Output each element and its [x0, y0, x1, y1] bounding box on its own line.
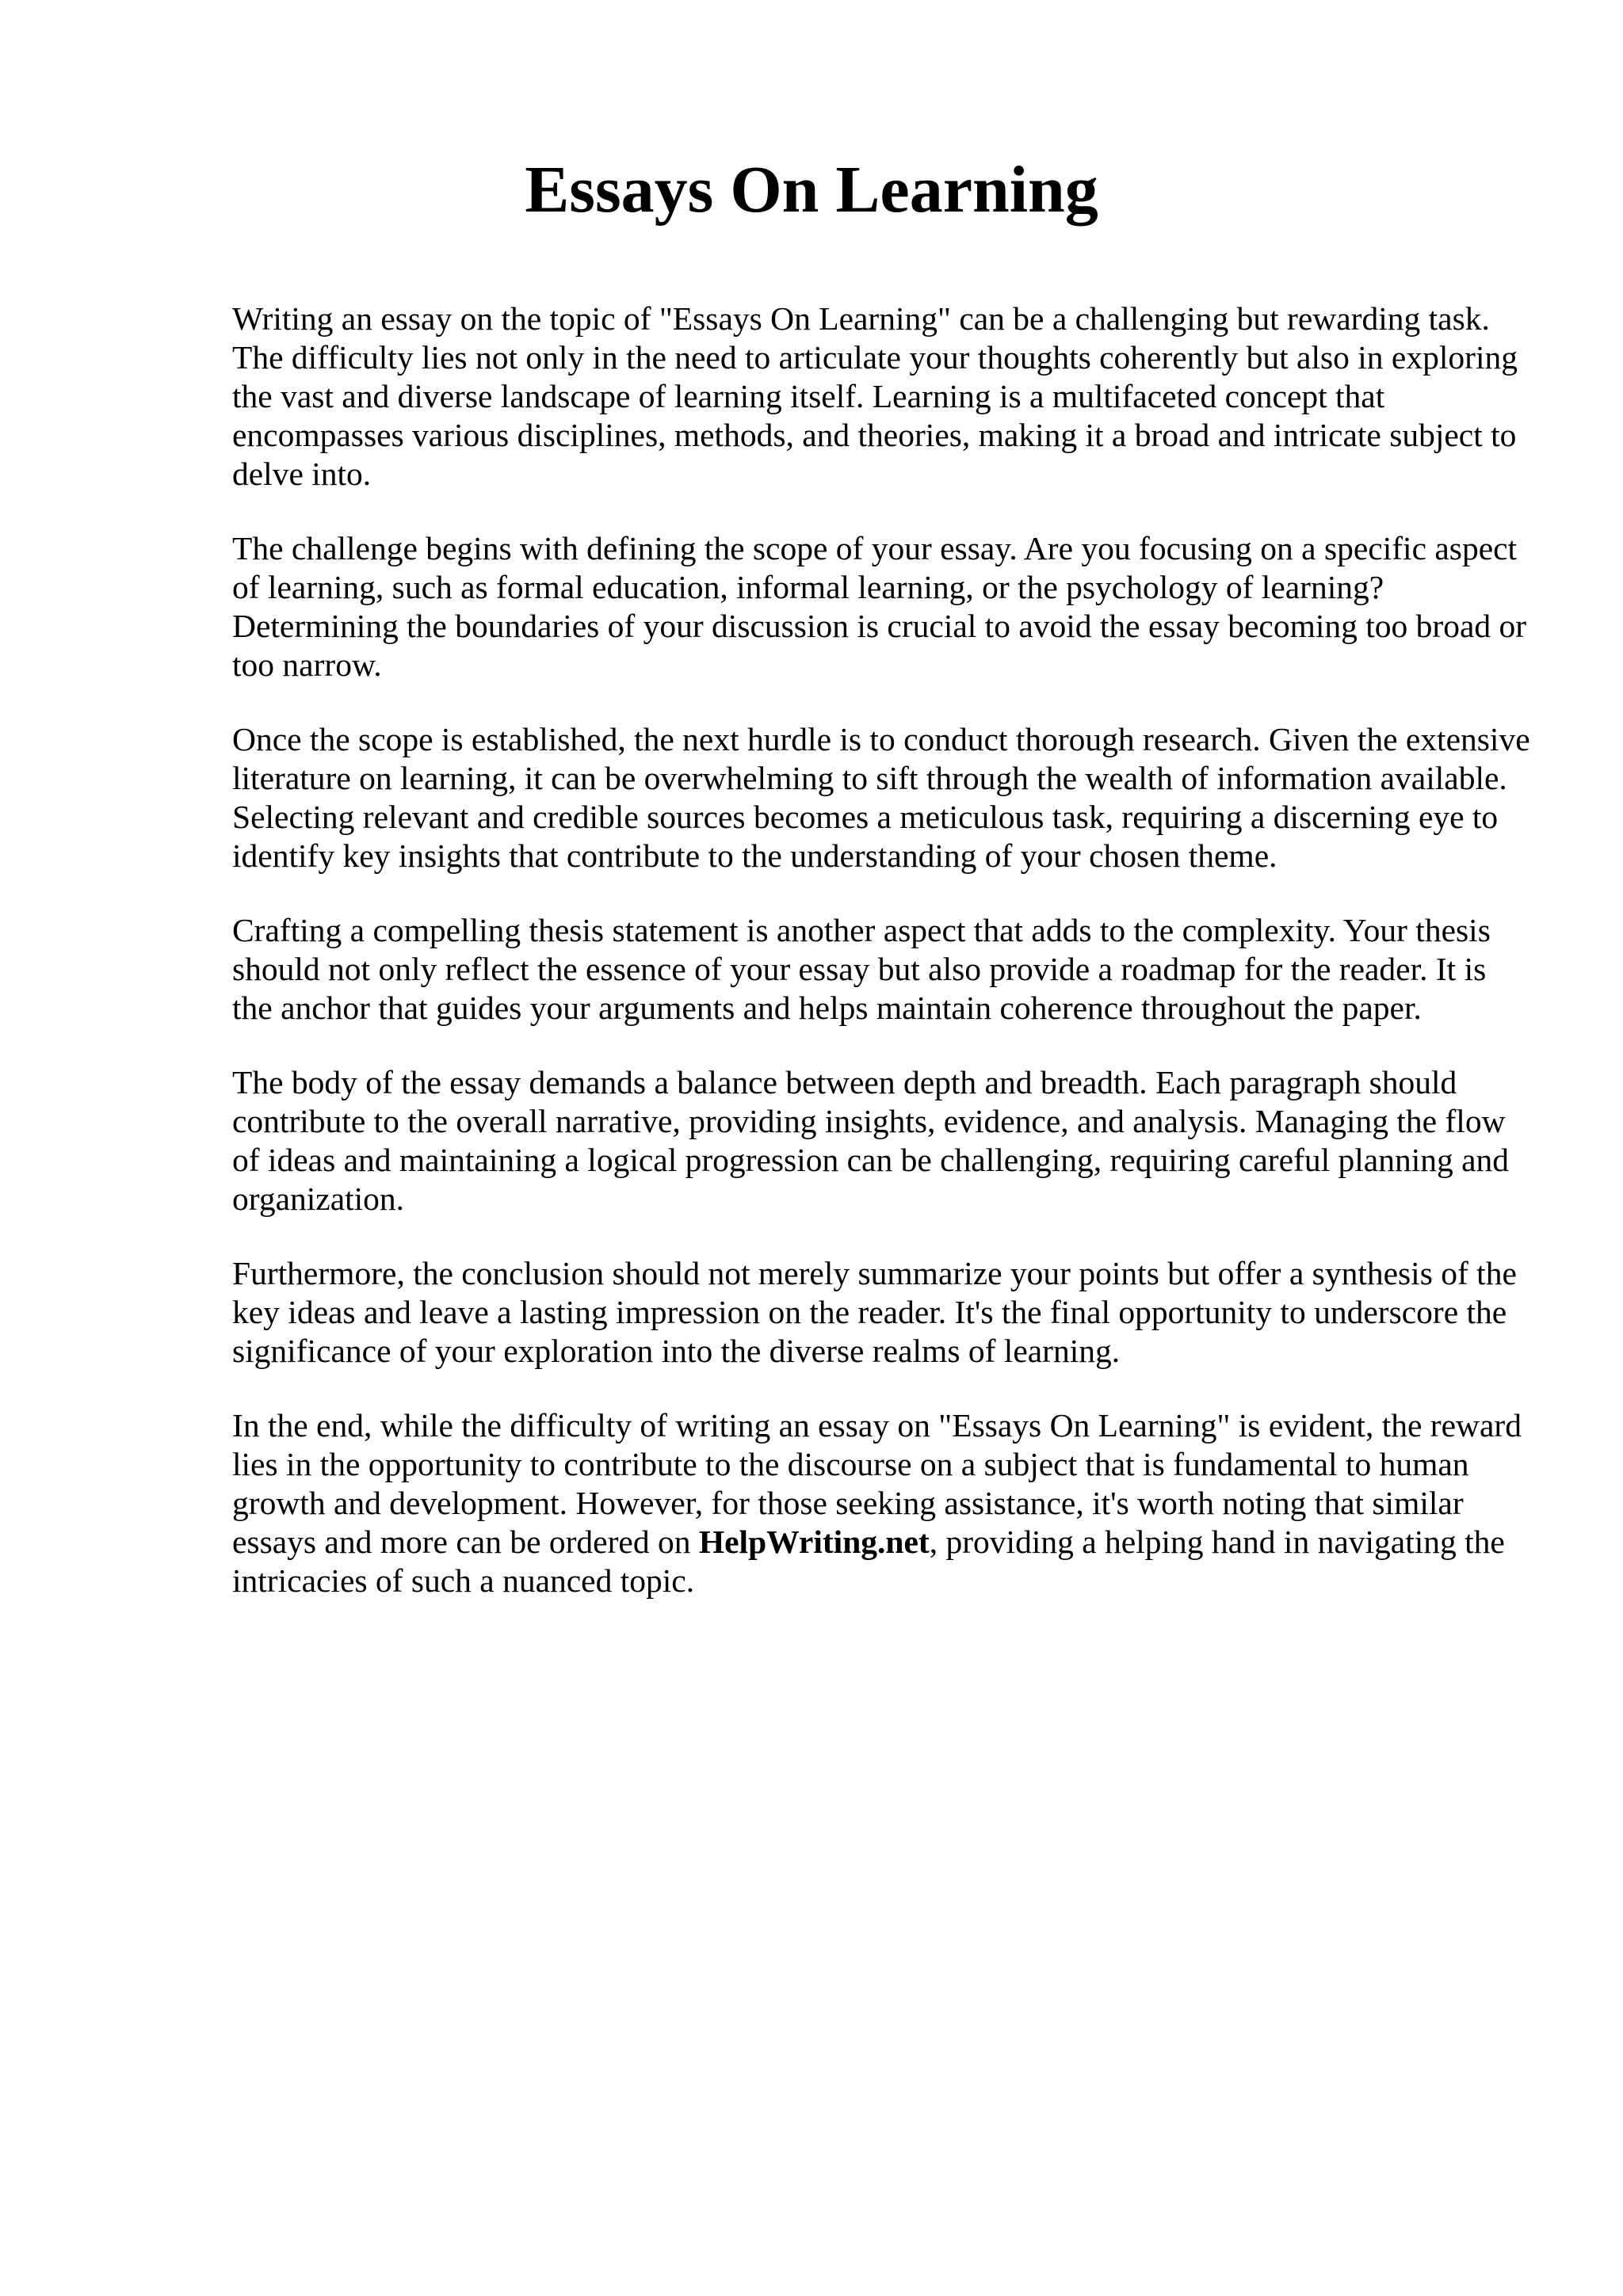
helpwriting-link[interactable]: HelpWriting.net	[698, 1524, 930, 1560]
paragraph-1: Writing an essay on the topic of "Essays On Learning" can be a challenging but rewarding task. The difficulty lies not only in the need to articulate your thoughts coherently but also in exploring the vast and diverse landscape of learning itself. Learning is a multifaceted concept that encompasses various disciplines, methods, and theories, making it a broad and intricate subject to delve into.	[232, 300, 1518, 492]
paragraph-7-text-after-link: , providing a helping hand in navigating the intricacies of such a nuanced topic.	[232, 1524, 1505, 1599]
paragraph-7	[232, 1406, 1532, 1600]
paragraph-5: The body of the essay demands a balance between depth and breadth. Each paragraph should contribute to the overall narrative, providing insights, evidence, and analysis. Managing the flow of ideas and maintaining a logical progression can be challenging, requiring careful planning and organization.	[232, 1064, 1510, 1217]
document-title: Essays On Learning	[525, 153, 1098, 227]
paragraph-7-text-before-link: In the end, while the difficulty of writing an essay on "Essays On Learning" is evident, the reward lies in the opportunity to contribute to the discourse on a subject that is fundamental to human growth and development. However, for those seeking assistance, it's worth noting that similar essays and more can be ordered on	[232, 1407, 1522, 1560]
paragraph-3: Once the scope is established, the next hurdle is to conduct thorough research. Given the extensive literature on learning, it can be overwhelming to sift through the wealth of information available. Selecting relevant and credible sources becomes a meticulous task, requiring a discerning eye to identify key insights that contribute to the understanding of your chosen theme.	[232, 721, 1530, 874]
paragraph-2: The challenge begins with defining the scope of your essay. Are you focusing on a specific aspect of learning, such as formal education, informal learning, or the psychology of learning? Determining the boundaries of your discussion is crucial to avoid the essay becoming too broad or too narrow.	[232, 530, 1527, 683]
document-body	[232, 299, 1532, 1636]
paragraph-4: Crafting a compelling thesis statement is another aspect that adds to the complexity. Your thesis should not only reflect the essence of your essay but also provide a roadmap for the reader. It is the anchor that guides your arguments and helps maintain coherence throughout the paper.	[232, 912, 1491, 1026]
paragraph-6: Furthermore, the conclusion should not merely summarize your points but offer a synthesis of the key ideas and leave a lasting impression on the reader. It's the final opportunity to underscore the significance of your exploration into the diverse realms of learning.	[232, 1255, 1517, 1369]
